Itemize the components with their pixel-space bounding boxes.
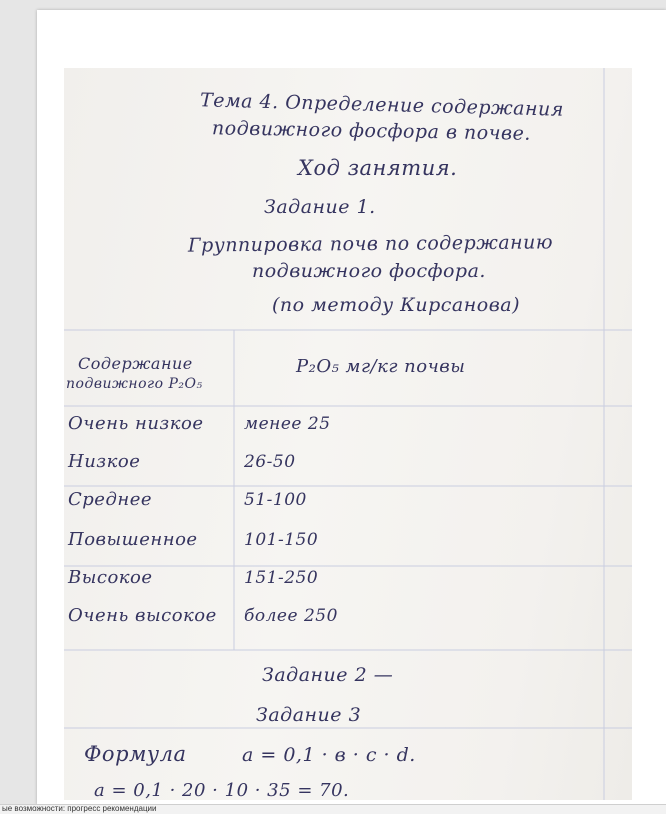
table-header-content-line-1: Содержание bbox=[78, 354, 193, 373]
soil-level-label: Очень высокое bbox=[68, 605, 217, 626]
soil-level-label: Очень низкое bbox=[68, 413, 204, 434]
topic-title-line-2: подвижного фосфора в почве. bbox=[211, 117, 532, 145]
p2o5-range-value: более 250 bbox=[244, 606, 338, 626]
task-3-heading: Задание 3 bbox=[256, 704, 362, 726]
lesson-progress-heading: Ход занятия. bbox=[298, 156, 458, 180]
soil-level-label: Высокое bbox=[68, 567, 153, 588]
method-note: (по методу Кирсанова) bbox=[272, 294, 521, 316]
soil-level-label: Низкое bbox=[68, 451, 141, 472]
p2o5-range-value: 151-250 bbox=[244, 568, 319, 588]
table-header-content-line-2: подвижного P₂O₅ bbox=[66, 376, 203, 392]
p2o5-range-value: менее 25 bbox=[244, 414, 331, 434]
table-header-units: P₂O₅ мг/кг почвы bbox=[296, 356, 466, 377]
task-2-heading: Задание 2 — bbox=[262, 664, 394, 686]
status-text: ые возможности: прогресс рекомендации bbox=[2, 804, 157, 813]
soil-level-label: Среднее bbox=[68, 489, 153, 510]
topic-title-line-1: Тема 4. Определение содержания bbox=[199, 89, 565, 121]
notebook-photo bbox=[64, 68, 632, 800]
p2o5-range-value: 101-150 bbox=[244, 530, 319, 550]
calculation: a = 0,1 · 20 · 10 · 35 = 70. bbox=[94, 780, 350, 800]
formula: a = 0,1 · в · с · d. bbox=[242, 744, 416, 766]
p2o5-range-value: 26-50 bbox=[244, 452, 296, 472]
grouping-heading-line-1: Группировка почв по содержанию bbox=[187, 231, 554, 257]
p2o5-range-value: 51-100 bbox=[244, 490, 307, 510]
formula-label: Формула bbox=[84, 742, 187, 766]
task-1-heading: Задание 1. bbox=[264, 196, 376, 218]
soil-level-label: Повышенное bbox=[68, 529, 198, 550]
grouping-heading-line-2: подвижного фосфора. bbox=[252, 260, 486, 282]
